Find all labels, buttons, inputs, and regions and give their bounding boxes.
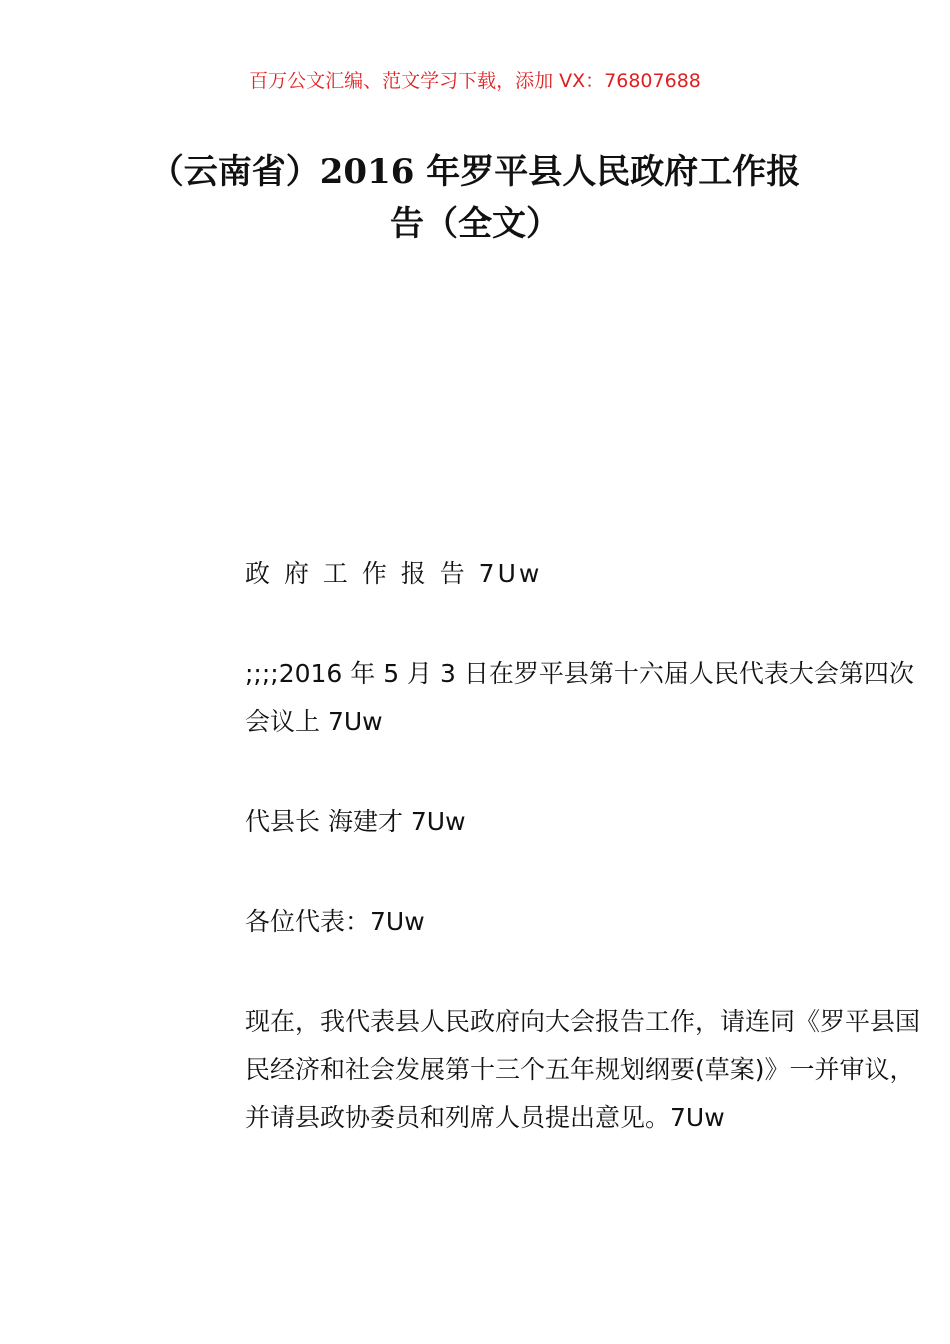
watermark-banner: 百万公文汇编、范文学习下载，添加 VX：76807688 [249,70,701,92]
paragraph-meeting-info: ;;;;2016 年 5 月 3 日在罗平县第十六届人民代表大会第四次会议上 7Uw [245,659,914,736]
paragraph-speaker: 代县长 海建才 7Uw [245,807,466,836]
paragraph-salutation: 各位代表：7Uw [245,907,425,936]
document-title: （云南省）2016 年罗平县人民政府工作报告（全文） [149,152,801,244]
paragraph-opening: 现在，我代表县人民政府向大会报告工作，请连同《罗平县国民经济和社会发展第十三个五年规划纲要(草案)》一并审议，并请县政协委员和列席人员提出意见。7Uw [245,1007,921,1132]
paragraph-report-heading: 政 府 工 作 报 告 7Uw [245,559,543,588]
